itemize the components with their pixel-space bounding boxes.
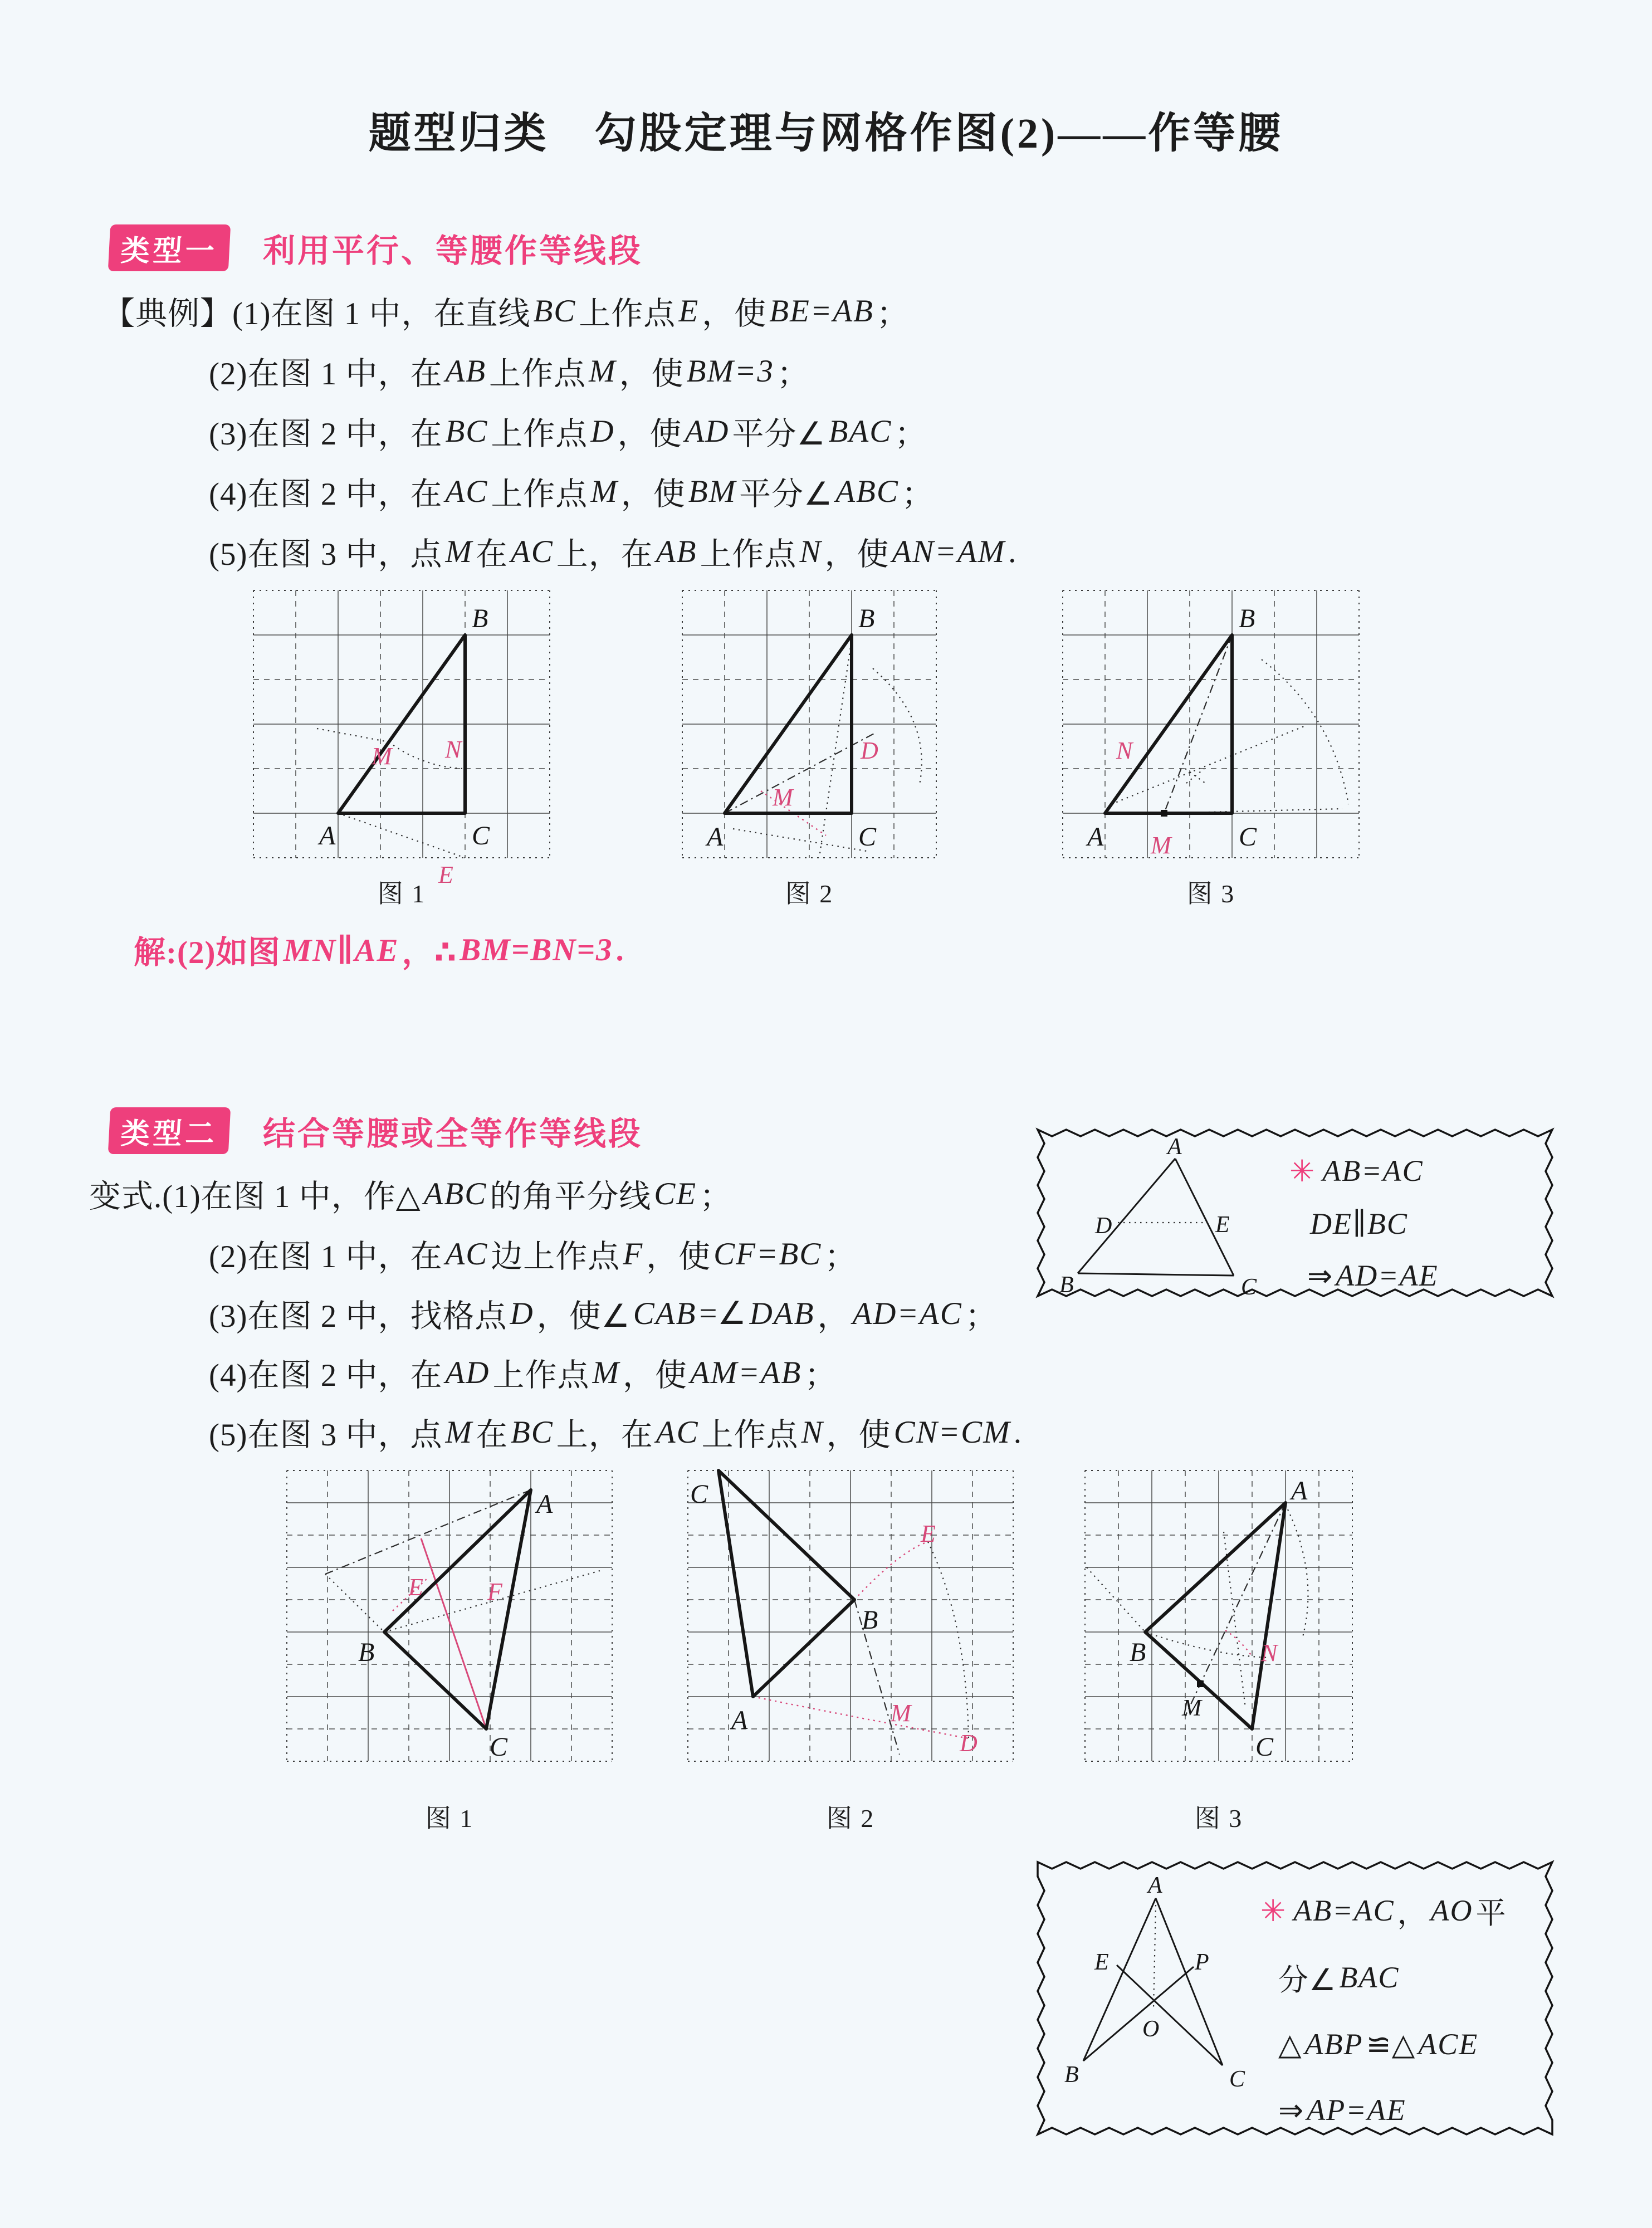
point-label-A: A	[536, 1489, 553, 1519]
point-label-C: C	[858, 822, 877, 852]
point-label-C: C	[1255, 1732, 1274, 1762]
figure-row1-1	[220, 557, 583, 913]
figure-row2-2	[654, 1437, 1047, 1806]
point-label-D: D	[1095, 1213, 1112, 1239]
problem-line-1-1: 【典例】(1)在图 1 中，在直线 BC 上作点 E ，使 BE=AB ；	[103, 293, 909, 331]
point-label-A: A	[319, 821, 336, 851]
solution-line: 解:(2)如图 MN∥AE ，∴ BM=BN=3 .	[134, 932, 624, 970]
figure-caption-row1-1: 图 1	[377, 880, 426, 908]
note-box-1-line-3: ⇒ AD=AE	[1307, 1259, 1439, 1293]
note-box-2-line-4: ⇒ AP=AE	[1278, 2093, 1406, 2127]
figure-caption-row2-3: 图 3	[1194, 1804, 1243, 1833]
problem-line-1-5: (5)在图 3 中，点 M 在 AC 上，在 AB 上作点 N ，使 AN=AM .	[209, 534, 1017, 572]
point-label-B: B	[858, 604, 875, 633]
point-label-M: M	[1182, 1696, 1201, 1721]
point-label-A: A	[1087, 822, 1104, 852]
point-label-F: F	[487, 1578, 502, 1605]
problem-line-2-1: 变式.(1)在图 1 中，作△ ABC 的角平分线 CE ；	[89, 1176, 732, 1214]
note-box-1-diagram	[1042, 1130, 1281, 1297]
figure-caption-row1-3: 图 3	[1186, 880, 1235, 908]
problem-line-2-2: (2)在图 1 中，在 AC 边上作点 F ，使 CF=BC ；	[209, 1236, 857, 1274]
point-label-E: E	[921, 1520, 936, 1547]
type1-heading: 利用平行、等腰作等线段	[263, 233, 643, 269]
point-label-C: C	[690, 1479, 708, 1509]
page-title: 题型归类 勾股定理与网格作图(2)——作等腰	[368, 110, 1284, 157]
point-label-C: C	[490, 1732, 508, 1762]
type1-badge: 类型一	[108, 224, 231, 271]
point-label-B: B	[1130, 1638, 1146, 1667]
point-label-E: E	[408, 1574, 423, 1601]
point-label-A: A	[1148, 1873, 1162, 1898]
point-label-E: E	[1094, 1950, 1109, 1975]
problem-line-2-5: (5)在图 3 中，点 M 在 BC 上，在 AC 上作点 N ，使 CN=CM .	[209, 1414, 1022, 1453]
point-label-E: E	[1215, 1212, 1230, 1238]
point-label-C: C	[1239, 822, 1257, 852]
point-label-D: D	[861, 737, 878, 764]
point-label-B: B	[1064, 2062, 1079, 2088]
type2-badge: 类型二	[108, 1107, 231, 1154]
note-box-1	[1033, 1125, 1557, 1301]
point-label-E: E	[438, 861, 453, 888]
point-label-B: B	[472, 604, 488, 633]
problem-line-2-4: (4)在图 2 中，在 AD 上作点 M ，使 AM=AB ；	[209, 1355, 837, 1393]
note-box-2-line-2: 分∠ BAC	[1278, 1961, 1400, 1997]
type2-heading: 结合等腰或全等作等线段	[263, 1116, 643, 1152]
point-label-C: C	[1229, 2066, 1245, 2092]
point-label-M: M	[773, 784, 793, 811]
figure-row2-1	[253, 1437, 646, 1806]
point-marker-M	[1161, 810, 1167, 817]
point-label-M: M	[1151, 832, 1171, 859]
point-label-N: N	[1116, 737, 1133, 764]
point-marker-M	[1197, 1680, 1204, 1687]
point-label-M: M	[891, 1699, 911, 1727]
point-label-D: D	[960, 1729, 977, 1757]
point-label-B: B	[358, 1638, 375, 1667]
point-label-P: P	[1195, 1950, 1209, 1975]
point-label-A: A	[707, 822, 724, 852]
figure-row1-3	[1029, 557, 1392, 913]
point-label-A: A	[1291, 1476, 1308, 1506]
problem-line-1-2: (2)在图 1 中，在 AB 上作点 M ，使 BM=3 ；	[209, 353, 809, 392]
point-label-C: C	[472, 821, 490, 851]
point-label-C: C	[1241, 1274, 1257, 1297]
point-label-B: B	[1059, 1272, 1074, 1297]
point-label-B: B	[1239, 604, 1255, 633]
note-box-2-line-1: ✳ AB=AC ， AO 平	[1260, 1894, 1507, 1930]
figure-row2-3	[1052, 1437, 1386, 1806]
note-box-2-line-3: △ ABP ≌△ ACE	[1278, 2027, 1479, 2061]
point-label-N: N	[445, 736, 462, 763]
point-label-N: N	[1261, 1639, 1278, 1667]
problem-line-2-3: (3)在图 2 中，找格点 D ，使∠ CAB =∠ DAB ， AD=AC ；	[209, 1296, 998, 1334]
problem-line-1-3: (3)在图 2 中，在 BC 上作点 D ，使 AD 平分∠ BAC ；	[209, 413, 927, 452]
point-label-A: A	[1167, 1134, 1182, 1160]
figure-caption-row2-1: 图 1	[425, 1804, 474, 1833]
point-label-B: B	[862, 1605, 878, 1635]
problem-line-1-4: (4)在图 2 中，在 AC 上作点 M ，使 BM 平分∠ ABC ；	[209, 473, 934, 512]
figure-caption-row2-2: 图 2	[826, 1804, 875, 1833]
figure-caption-row1-2: 图 2	[785, 880, 834, 908]
point-label-A: A	[731, 1706, 748, 1735]
note-box-1-line-2: DE∥BC	[1310, 1206, 1408, 1240]
note-box-2	[1033, 1858, 1557, 2139]
point-label-M: M	[372, 742, 392, 770]
note-box-1-line-1: ✳ AB=AC	[1289, 1154, 1424, 1188]
note-box-2-diagram	[1039, 1866, 1273, 2105]
point-label-O: O	[1142, 2016, 1160, 2042]
figure-row1-2	[649, 557, 1005, 913]
